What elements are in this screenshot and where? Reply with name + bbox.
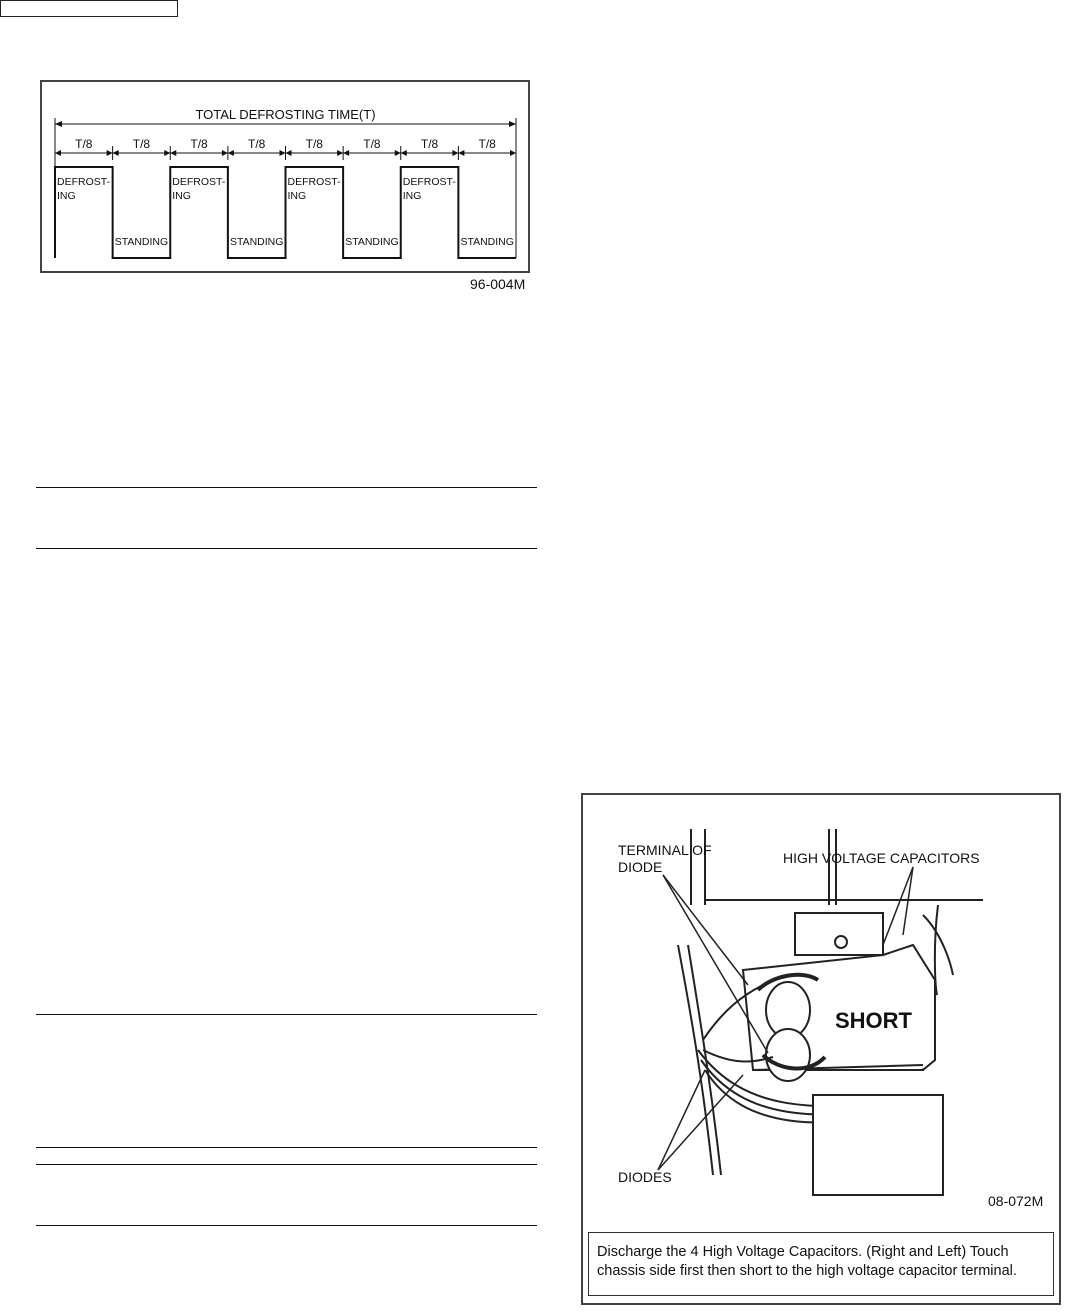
arrowhead-right [509, 121, 516, 127]
segment-arrowhead [395, 150, 401, 156]
header-box [0, 0, 178, 17]
segment-arrowhead [280, 150, 286, 156]
segment-arrowhead [458, 150, 464, 156]
segment-arrowhead [401, 150, 407, 156]
segment-label: T/8 [75, 137, 93, 151]
section-rule [36, 1014, 537, 1015]
block-label: DEFROST- [287, 176, 341, 188]
section-rule [36, 487, 537, 488]
section-rule [36, 1147, 537, 1148]
segment-label: T/8 [190, 137, 208, 151]
section-rule [36, 548, 537, 549]
block-label: DEFROST- [172, 176, 226, 188]
block-label: STANDING [460, 236, 514, 248]
short-label: SHORT [835, 1008, 912, 1033]
segment-arrowhead [286, 150, 292, 156]
block-label: ING [402, 190, 422, 202]
discharge-note: Discharge the 4 High Voltage Capacitors. (Right and Left) Touch chassis side first then short to the high voltage capacitor terminal. [588, 1232, 1054, 1296]
segment-label: T/8 [478, 137, 496, 151]
segment-arrowhead [452, 150, 458, 156]
segment-label: T/8 [248, 137, 266, 151]
segment-arrowhead [228, 150, 234, 156]
segment-arrowhead [107, 150, 113, 156]
section-rule [36, 1225, 537, 1226]
block-label: STANDING [229, 236, 284, 248]
figure1-code: 96-004M [470, 276, 526, 292]
section-rule [36, 1164, 537, 1165]
segment-label: T/8 [132, 137, 151, 151]
segment-label: T/8 [420, 137, 439, 151]
segment-arrowhead [113, 150, 119, 156]
segment-arrowhead [510, 150, 516, 156]
figure2-code: 08-072M [988, 1193, 1044, 1209]
defrost-timing-figure [40, 80, 530, 273]
block-label: ING [287, 190, 307, 202]
block-label: DEFROST- [57, 176, 111, 188]
defrost-timing-diagram [42, 82, 528, 271]
segment-arrowhead [343, 150, 349, 156]
segment-label: T/8 [363, 137, 381, 151]
arrowhead-left [55, 121, 62, 127]
diodes-label: DIODES [618, 1169, 672, 1185]
segment-arrowhead [55, 150, 61, 156]
high-voltage-capacitors-label: HIGH VOLTAGE CAPACITORS [783, 850, 980, 866]
segment-label: T/8 [305, 137, 323, 151]
block-label: STANDING [345, 236, 399, 248]
segment-arrowhead [222, 150, 228, 156]
total-time-title: TOTAL DEFROSTING TIME(T) [195, 107, 376, 122]
block-label: ING [172, 190, 191, 202]
segment-arrowhead [170, 150, 176, 156]
block-label: STANDING [114, 236, 169, 248]
segment-arrowhead [164, 150, 170, 156]
block-label: ING [57, 190, 76, 202]
capacitor-discharge-figure [581, 793, 1061, 1305]
terminal-of-diode-label: TERMINAL OF DIODE [618, 842, 712, 875]
segment-arrowhead [337, 150, 343, 156]
block-label: DEFROST- [402, 176, 456, 188]
